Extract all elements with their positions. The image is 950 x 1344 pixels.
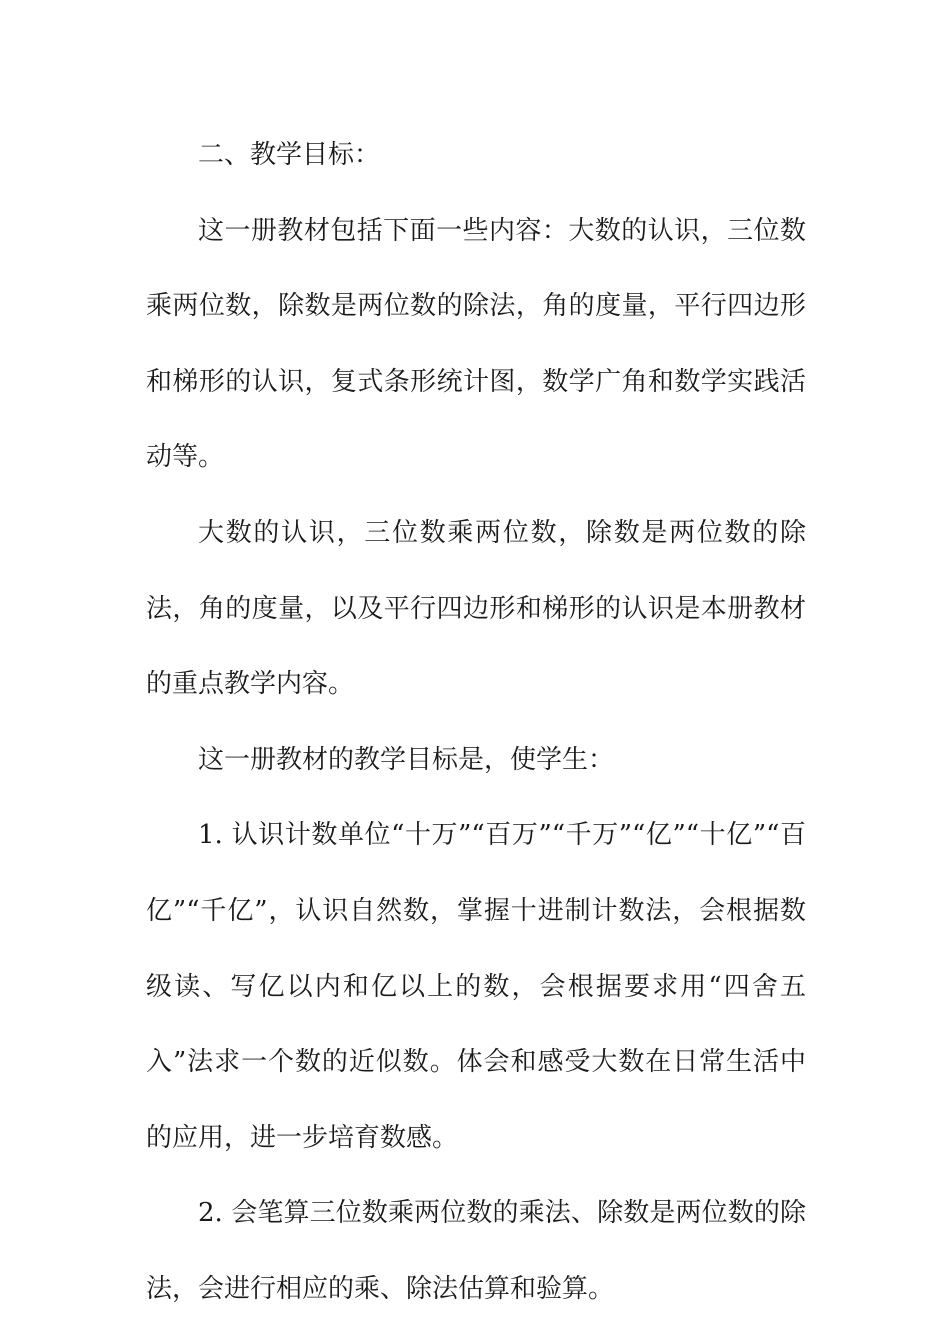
paragraph-content-overview: 这一册教材包括下面一些内容：大数的认识，三位数乘两位数，除数是两位数的除法，角的度量，平行四边形和梯形的认识，复式条形统计图，数学广角和数学实践活动等。 (146, 215, 806, 473)
paragraph-key-content: 大数的认识，三位数乘两位数，除数是两位数的除法，角的度量，以及平行四边形和梯形的认识是本册教材的重点教学内容。 (146, 517, 806, 700)
paragraph-goal-1: 1. 认识计数单位“十万”“百万”“千万”“亿”“十亿”“百亿”“千亿”，认识自然数，掌握十进制计数法，会根据数级读、写亿以内和亿以上的数，会根据要求用“四舍五入”法求一个数的近似数。体会和感受大数在日常生活中的应用，进一步培育数感。 (146, 820, 806, 1153)
paragraph-goals-intro: 这一册教材的教学目标是，使学生： (198, 744, 615, 775)
section-heading: 二、教学目标： (198, 140, 381, 170)
document-body (146, 118, 806, 1328)
paragraph-goal-2: 2. 会笔算三位数乘两位数的乘法、除数是两位数的除法，会进行相应的乘、除法估算和验算。 (146, 1198, 806, 1304)
